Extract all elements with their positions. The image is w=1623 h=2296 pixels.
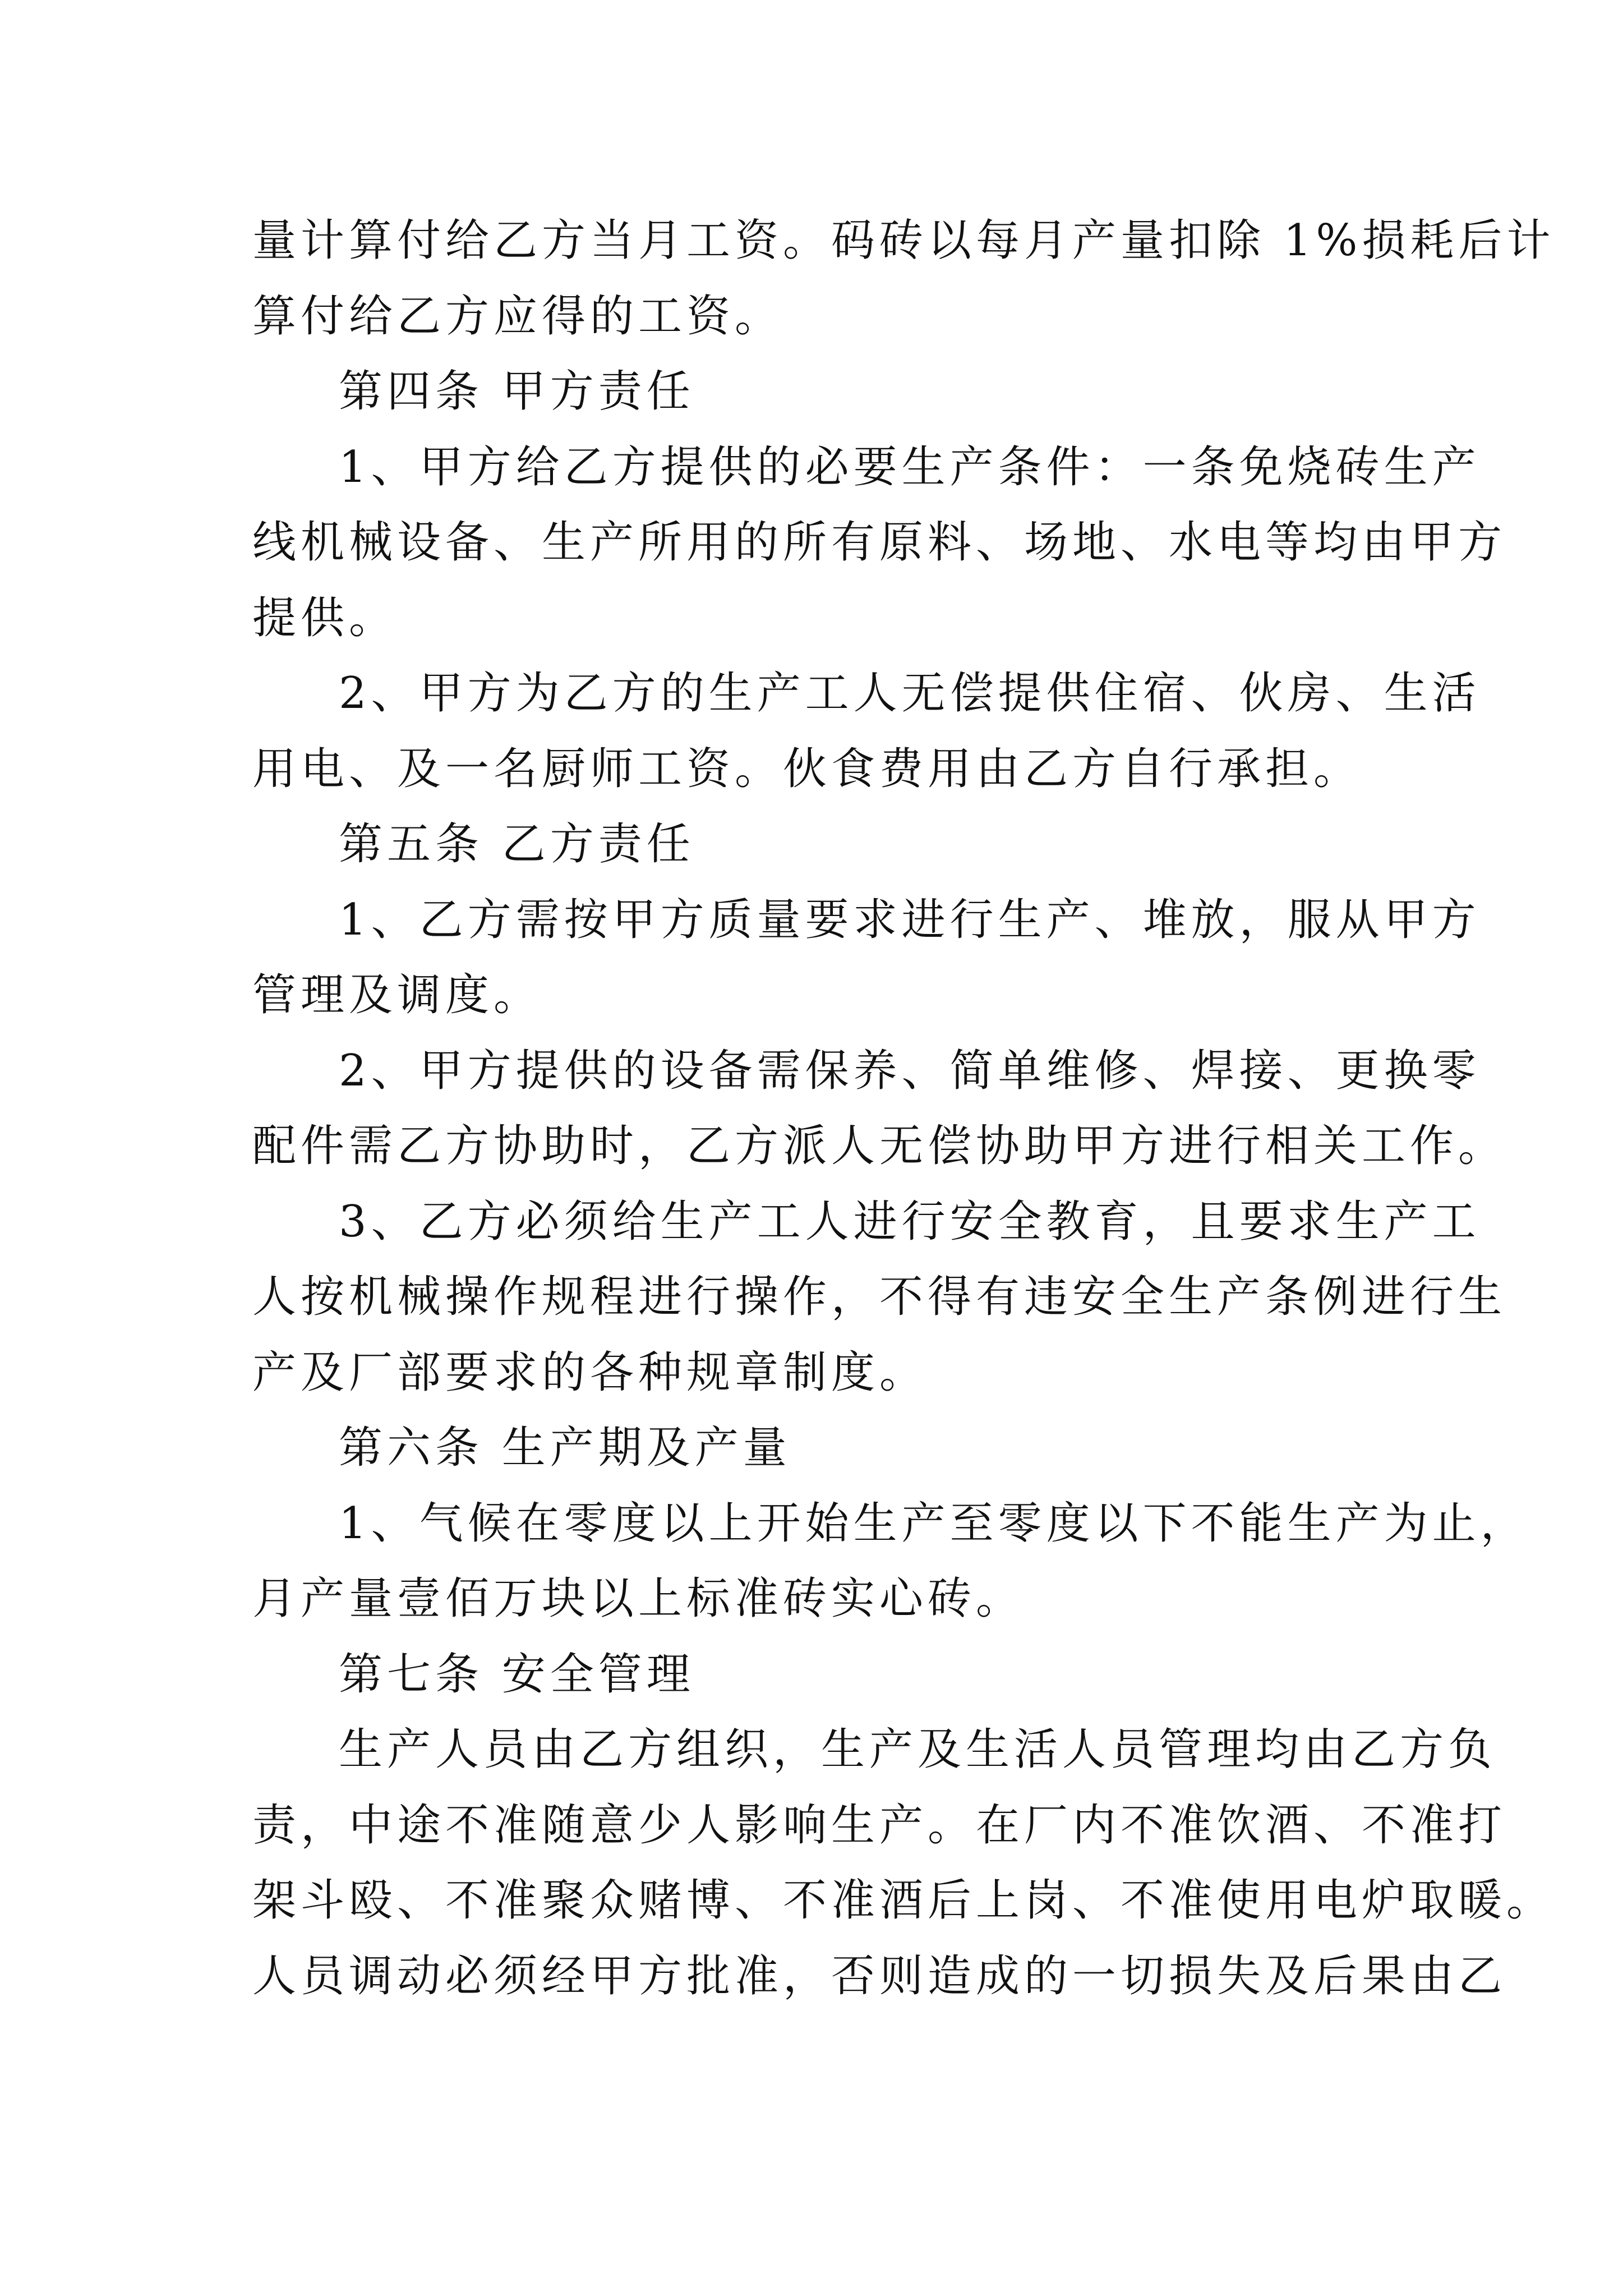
- text-line: 1、乙方需按甲方质量要求进行生产、堆放，服从甲方: [339, 894, 1481, 945]
- text-line: 人员调动必须经甲方批准，否则造成的一切损失及后果由乙: [252, 1950, 1507, 2001]
- text-line: 提供。: [252, 592, 398, 643]
- text-line: 线机械设备、生产所用的所有原料、场地、水电等均由甲方: [252, 517, 1507, 568]
- text-line: 1、甲方给乙方提供的必要生产条件：一条免烧砖生产: [339, 441, 1481, 493]
- section-heading: 第四条 甲方责任: [339, 366, 695, 417]
- text-line: 人按机械操作规程进行操作，不得有违安全生产条例进行生: [252, 1272, 1507, 1322]
- document-body: [252, 203, 1555, 2014]
- text-line: 1、气候在零度以上开始生产至零度以下不能生产为止，: [339, 1498, 1529, 1549]
- text-line: 生产人员由乙方组织，生产及生活人员管理均由乙方负: [339, 1724, 1497, 1775]
- text-line: 3、乙方必须给生产工人进行安全教育，且要求生产工: [339, 1196, 1481, 1247]
- text-line: 量计算付给乙方当月工资。码砖以每月产量扣除 1%损耗后计: [252, 215, 1555, 266]
- text-line: 月产量壹佰万块以上标准砖实心砖。: [252, 1573, 1025, 1624]
- section-heading: 第五条 乙方责任: [339, 819, 695, 869]
- text-line: 2、甲方为乙方的生产工人无偿提供住宿、伙房、生活: [339, 668, 1481, 719]
- text-line: 2、甲方提供的设备需保养、简单维修、焊接、更换零: [339, 1045, 1481, 1096]
- text-line: 配件需乙方协助时，乙方派人无偿协助甲方进行相关工作。: [252, 1121, 1507, 1171]
- text-line: 架斗殴、不准聚众赌博、不准酒后上岗、不准使用电炉取暖。: [252, 1875, 1555, 1926]
- text-line: 管理及调度。: [252, 970, 542, 1020]
- text-line: 用电、及一名厨师工资。伙食费用由乙方自行承担。: [252, 743, 1362, 794]
- text-line: 算付给乙方应得的工资。: [252, 291, 783, 342]
- text-line: 责，中途不准随意少人影响生产。在厂内不准饮酒、不准打: [252, 1800, 1507, 1851]
- section-heading: 第七条 安全管理: [339, 1649, 695, 1700]
- section-heading: 第六条 生产期及产量: [339, 1423, 791, 1473]
- text-line: 产及厂部要求的各种规章制度。: [252, 1347, 928, 1398]
